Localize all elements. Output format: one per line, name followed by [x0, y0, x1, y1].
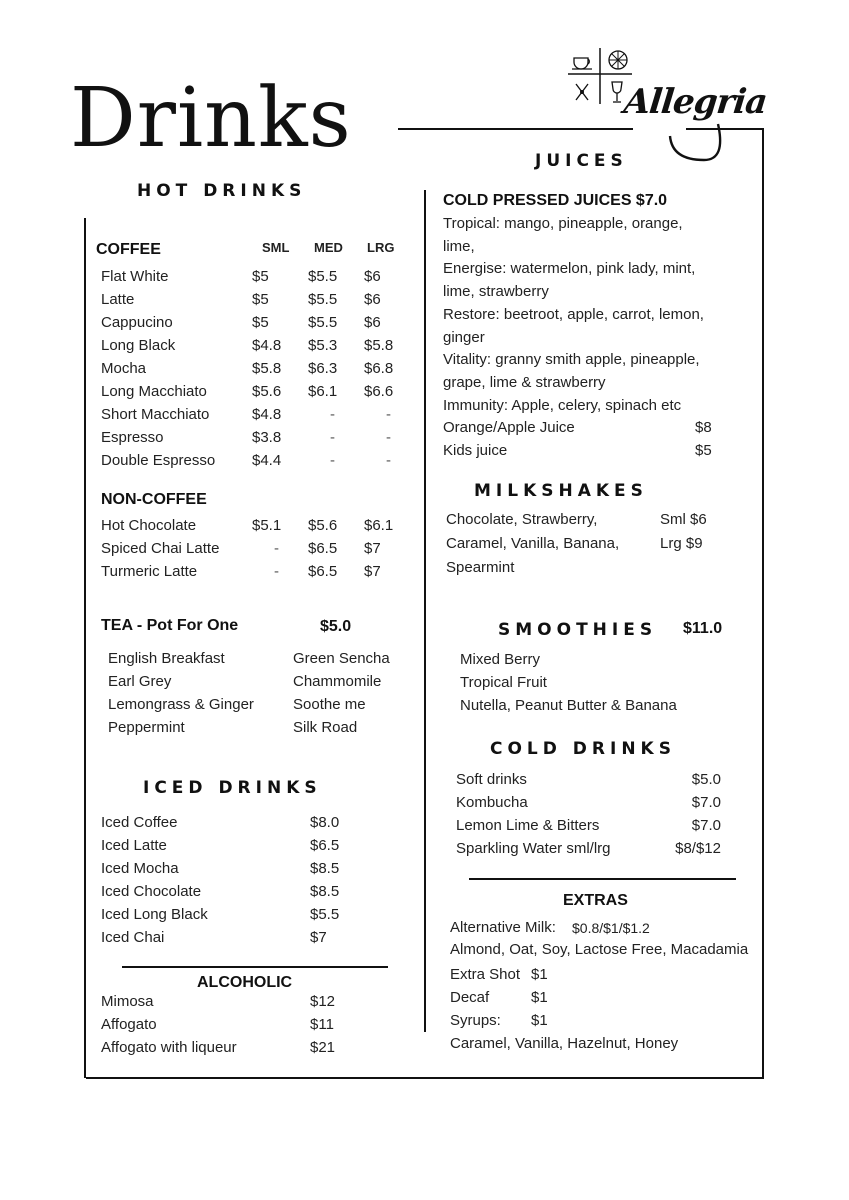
price-lrg: $6 [364, 268, 381, 285]
price-lrg: $6.1 [364, 517, 394, 534]
menu-item-name: Latte [101, 291, 135, 308]
price-lrg: $5.8 [364, 337, 394, 354]
price-lrg: $6 [364, 314, 381, 331]
tea-item: Green Sencha [293, 650, 390, 667]
iced-drink-price: $8.5 [310, 860, 340, 877]
section-heading-hot-drinks: HOT DRINKS [137, 181, 307, 201]
non-coffee-list [101, 517, 401, 589]
price-med: - [330, 406, 335, 423]
iced-drink-price: $6.5 [310, 837, 340, 854]
juice-priced [443, 419, 743, 467]
divider [84, 218, 86, 1078]
milkshake-sizes [660, 511, 740, 559]
price-sml: $4.8 [252, 406, 282, 423]
section-heading-milkshakes: MILKSHAKES [474, 481, 648, 501]
cutlery-icon [576, 84, 588, 100]
tea-list-right [293, 650, 413, 745]
price-sml: - [274, 540, 279, 557]
price-lrg: - [386, 429, 391, 446]
smoothies-price: $11.0 [683, 620, 723, 637]
menu-item-name: Long Macchiato [101, 383, 207, 400]
juice-line: Immunity: Apple, celery, spinach etc [443, 396, 682, 414]
divider [686, 128, 764, 130]
price-med: - [330, 429, 335, 446]
price-med: - [330, 452, 335, 469]
smoothie-item: Nutella, Peanut Butter & Banana [460, 697, 677, 714]
cold-drink-name: Soft drinks [456, 771, 527, 788]
juice-line: Tropical: mango, pineapple, orange, [443, 215, 683, 232]
juice-line: Vitality: granny smith apple, pineapple, [443, 351, 700, 369]
divider [86, 1077, 764, 1079]
logo [566, 44, 769, 164]
price-sml: $5.8 [252, 360, 282, 377]
juice-line: ginger [443, 328, 485, 346]
tea-item: Lemongrass & Ginger [108, 696, 254, 713]
price-med: $5.5 [308, 268, 338, 285]
price-med: $6.1 [308, 383, 338, 400]
juice-name: Orange/Apple Juice [443, 419, 575, 436]
price-lrg: $7 [364, 540, 381, 557]
page-title: Drinks [70, 71, 352, 166]
alcoholic-drink-name: Affogato with liqueur [101, 1039, 237, 1056]
tea-item: Peppermint [108, 719, 185, 736]
milkshake-flavour: Chocolate, Strawberry, [446, 511, 598, 528]
juice-price: $5 [695, 441, 712, 459]
alcoholic-drink-price: $21 [310, 1039, 336, 1056]
divider [424, 190, 426, 1032]
divider [469, 878, 736, 880]
iced-list [101, 814, 401, 954]
cold-drink-price: $5.0 [691, 771, 721, 788]
alcoholic-drink-name: Mimosa [101, 993, 154, 1010]
non-coffee-label: NON-COFFEE [101, 491, 207, 508]
iced-drink-name: Iced Long Black [101, 906, 208, 923]
iced-drink-price: $7 [310, 929, 327, 946]
price-lrg: $6 [364, 291, 381, 308]
column-header-lrg: LRG [367, 240, 395, 255]
iced-drink-name: Iced Chai [101, 929, 165, 946]
coffee-cup-icon [572, 58, 592, 69]
tea-item: Chammomile [293, 673, 382, 690]
alcoholic-drink-name: Affogato [101, 1016, 157, 1033]
price-sml: $5 [252, 314, 269, 331]
column-header-med: MED [314, 240, 343, 255]
price-med: $6.3 [308, 360, 338, 377]
tea-item: Soothe me [293, 696, 366, 713]
iced-drink-name: Iced Coffee [101, 814, 178, 831]
cold-drink-name: Lemon Lime & Bitters [456, 817, 600, 834]
juice-line: lime, strawberry [443, 283, 549, 301]
menu-item-name: Long Black [101, 337, 176, 354]
menu-item-name: Flat White [101, 268, 169, 285]
iced-drink-name: Iced Mocha [101, 860, 179, 877]
menu-item-name: Spiced Chai Latte [101, 540, 220, 557]
cold-drink-price: $7.0 [691, 817, 721, 834]
juice-line: Restore: beetroot, apple, carrot, lemon, [443, 305, 704, 323]
juice-price: $8 [695, 419, 712, 436]
milkshake-flavour: Caramel, Vanilla, Banana, [446, 535, 620, 552]
alt-milk-price: $0.8/$1/$1.2 [572, 920, 650, 936]
price-lrg: $7 [364, 563, 381, 580]
iced-drink-name: Iced Latte [101, 837, 167, 854]
price-med: $6.5 [308, 563, 338, 580]
extras-list [450, 966, 650, 1038]
tea-item: Earl Grey [108, 673, 172, 690]
menu-item-name: Cappucino [101, 314, 173, 331]
price-sml: $5 [252, 268, 269, 285]
tea-label: TEA - Pot For One [101, 617, 239, 634]
price-lrg: - [386, 406, 391, 423]
juice-lines [443, 215, 743, 425]
divider [762, 128, 764, 1078]
section-heading-cold-drinks: COLD DRINKS [490, 739, 676, 759]
juice-line: Energise: watermelon, pink lady, mint, [443, 260, 696, 278]
menu-item-name: Turmeric Latte [101, 563, 198, 580]
section-heading-extras: EXTRAS [563, 892, 628, 909]
coffee-list [101, 268, 401, 478]
juice-line: lime, [443, 237, 475, 255]
tea-item: Silk Road [293, 719, 358, 736]
coffee-label: COFFEE [96, 241, 161, 258]
smoothie-item: Mixed Berry [460, 651, 541, 668]
iced-drink-price: $5.5 [310, 906, 340, 923]
iced-drink-price: $8.0 [310, 814, 340, 831]
divider [122, 966, 388, 968]
column-header-sml: SML [262, 240, 290, 255]
price-sml: - [274, 563, 279, 580]
cold-drinks-list [456, 771, 746, 867]
wine-glass-icon [612, 82, 622, 102]
milkshake-size: Sml $6 [660, 511, 707, 528]
cold-pressed-label: COLD PRESSED JUICES $7.0 [443, 192, 668, 209]
milkshake-flavours [446, 511, 646, 583]
extra-price: $1 [531, 1012, 548, 1029]
price-med: $6.5 [308, 540, 338, 557]
smoothies-list [460, 651, 740, 723]
extra-name: Syrups: [450, 1012, 501, 1029]
price-sml: $4.4 [252, 452, 282, 469]
price-lrg: $6.8 [364, 360, 394, 377]
section-heading-juices: JUICES [535, 151, 628, 171]
cold-drink-price: $8/$12 [675, 840, 721, 857]
menu-item-name: Mocha [101, 360, 147, 377]
alcoholic-list [101, 993, 401, 1065]
price-sml: $3.8 [252, 429, 282, 446]
cold-drink-name: Sparkling Water sml/lrg [456, 840, 611, 857]
section-heading-iced-drinks: ICED DRINKS [143, 778, 322, 798]
price-med: $5.5 [308, 314, 338, 331]
price-med: $5.3 [308, 337, 338, 354]
citrus-icon [609, 51, 627, 69]
divider [398, 128, 633, 130]
price-sml: $5 [252, 291, 269, 308]
section-heading-smoothies: SMOOTHIES [498, 620, 658, 640]
cold-drink-price: $7.0 [691, 794, 721, 811]
logo-wordmark: Allegria [621, 82, 769, 122]
price-sml: $4.8 [252, 337, 282, 354]
tea-price: $5.0 [320, 618, 352, 635]
milkshake-size: Lrg $9 [660, 535, 703, 552]
tea-list-left [108, 650, 288, 745]
price-sml: $5.1 [252, 517, 282, 534]
alcoholic-drink-price: $11 [310, 1016, 334, 1033]
milkshake-flavour: Spearmint [446, 559, 515, 576]
price-sml: $5.6 [252, 383, 282, 400]
price-med: $5.6 [308, 517, 338, 534]
extra-price: $1 [531, 989, 548, 1006]
alt-milk-types: Almond, Oat, Soy, Lactose Free, Macadamia [450, 941, 749, 958]
iced-drink-price: $8.5 [310, 883, 340, 900]
juice-line: grape, lime & strawberry [443, 373, 606, 391]
alcoholic-drink-price: $12 [310, 993, 336, 1010]
iced-drink-name: Iced Chocolate [101, 883, 202, 900]
menu-item-name: Double Espresso [101, 452, 216, 469]
price-lrg: - [386, 452, 391, 469]
smoothie-item: Tropical Fruit [460, 674, 547, 691]
menu-item-name: Hot Chocolate [101, 517, 197, 534]
alt-milk-label: Alternative Milk: [450, 919, 556, 936]
juice-name: Kids juice [443, 441, 508, 459]
price-lrg: $6.6 [364, 383, 394, 400]
syrup-types: Caramel, Vanilla, Hazelnut, Honey [450, 1035, 679, 1052]
extra-name: Decaf [450, 989, 490, 1006]
extra-price: $1 [531, 966, 548, 983]
menu-item-name: Short Macchiato [101, 406, 210, 423]
menu-item-name: Espresso [101, 429, 164, 446]
section-heading-alcoholic: ALCOHOLIC [197, 974, 293, 991]
extra-name: Extra Shot [450, 966, 521, 983]
price-med: $5.5 [308, 291, 338, 308]
tea-item: English Breakfast [108, 650, 225, 667]
cold-drink-name: Kombucha [456, 794, 528, 811]
